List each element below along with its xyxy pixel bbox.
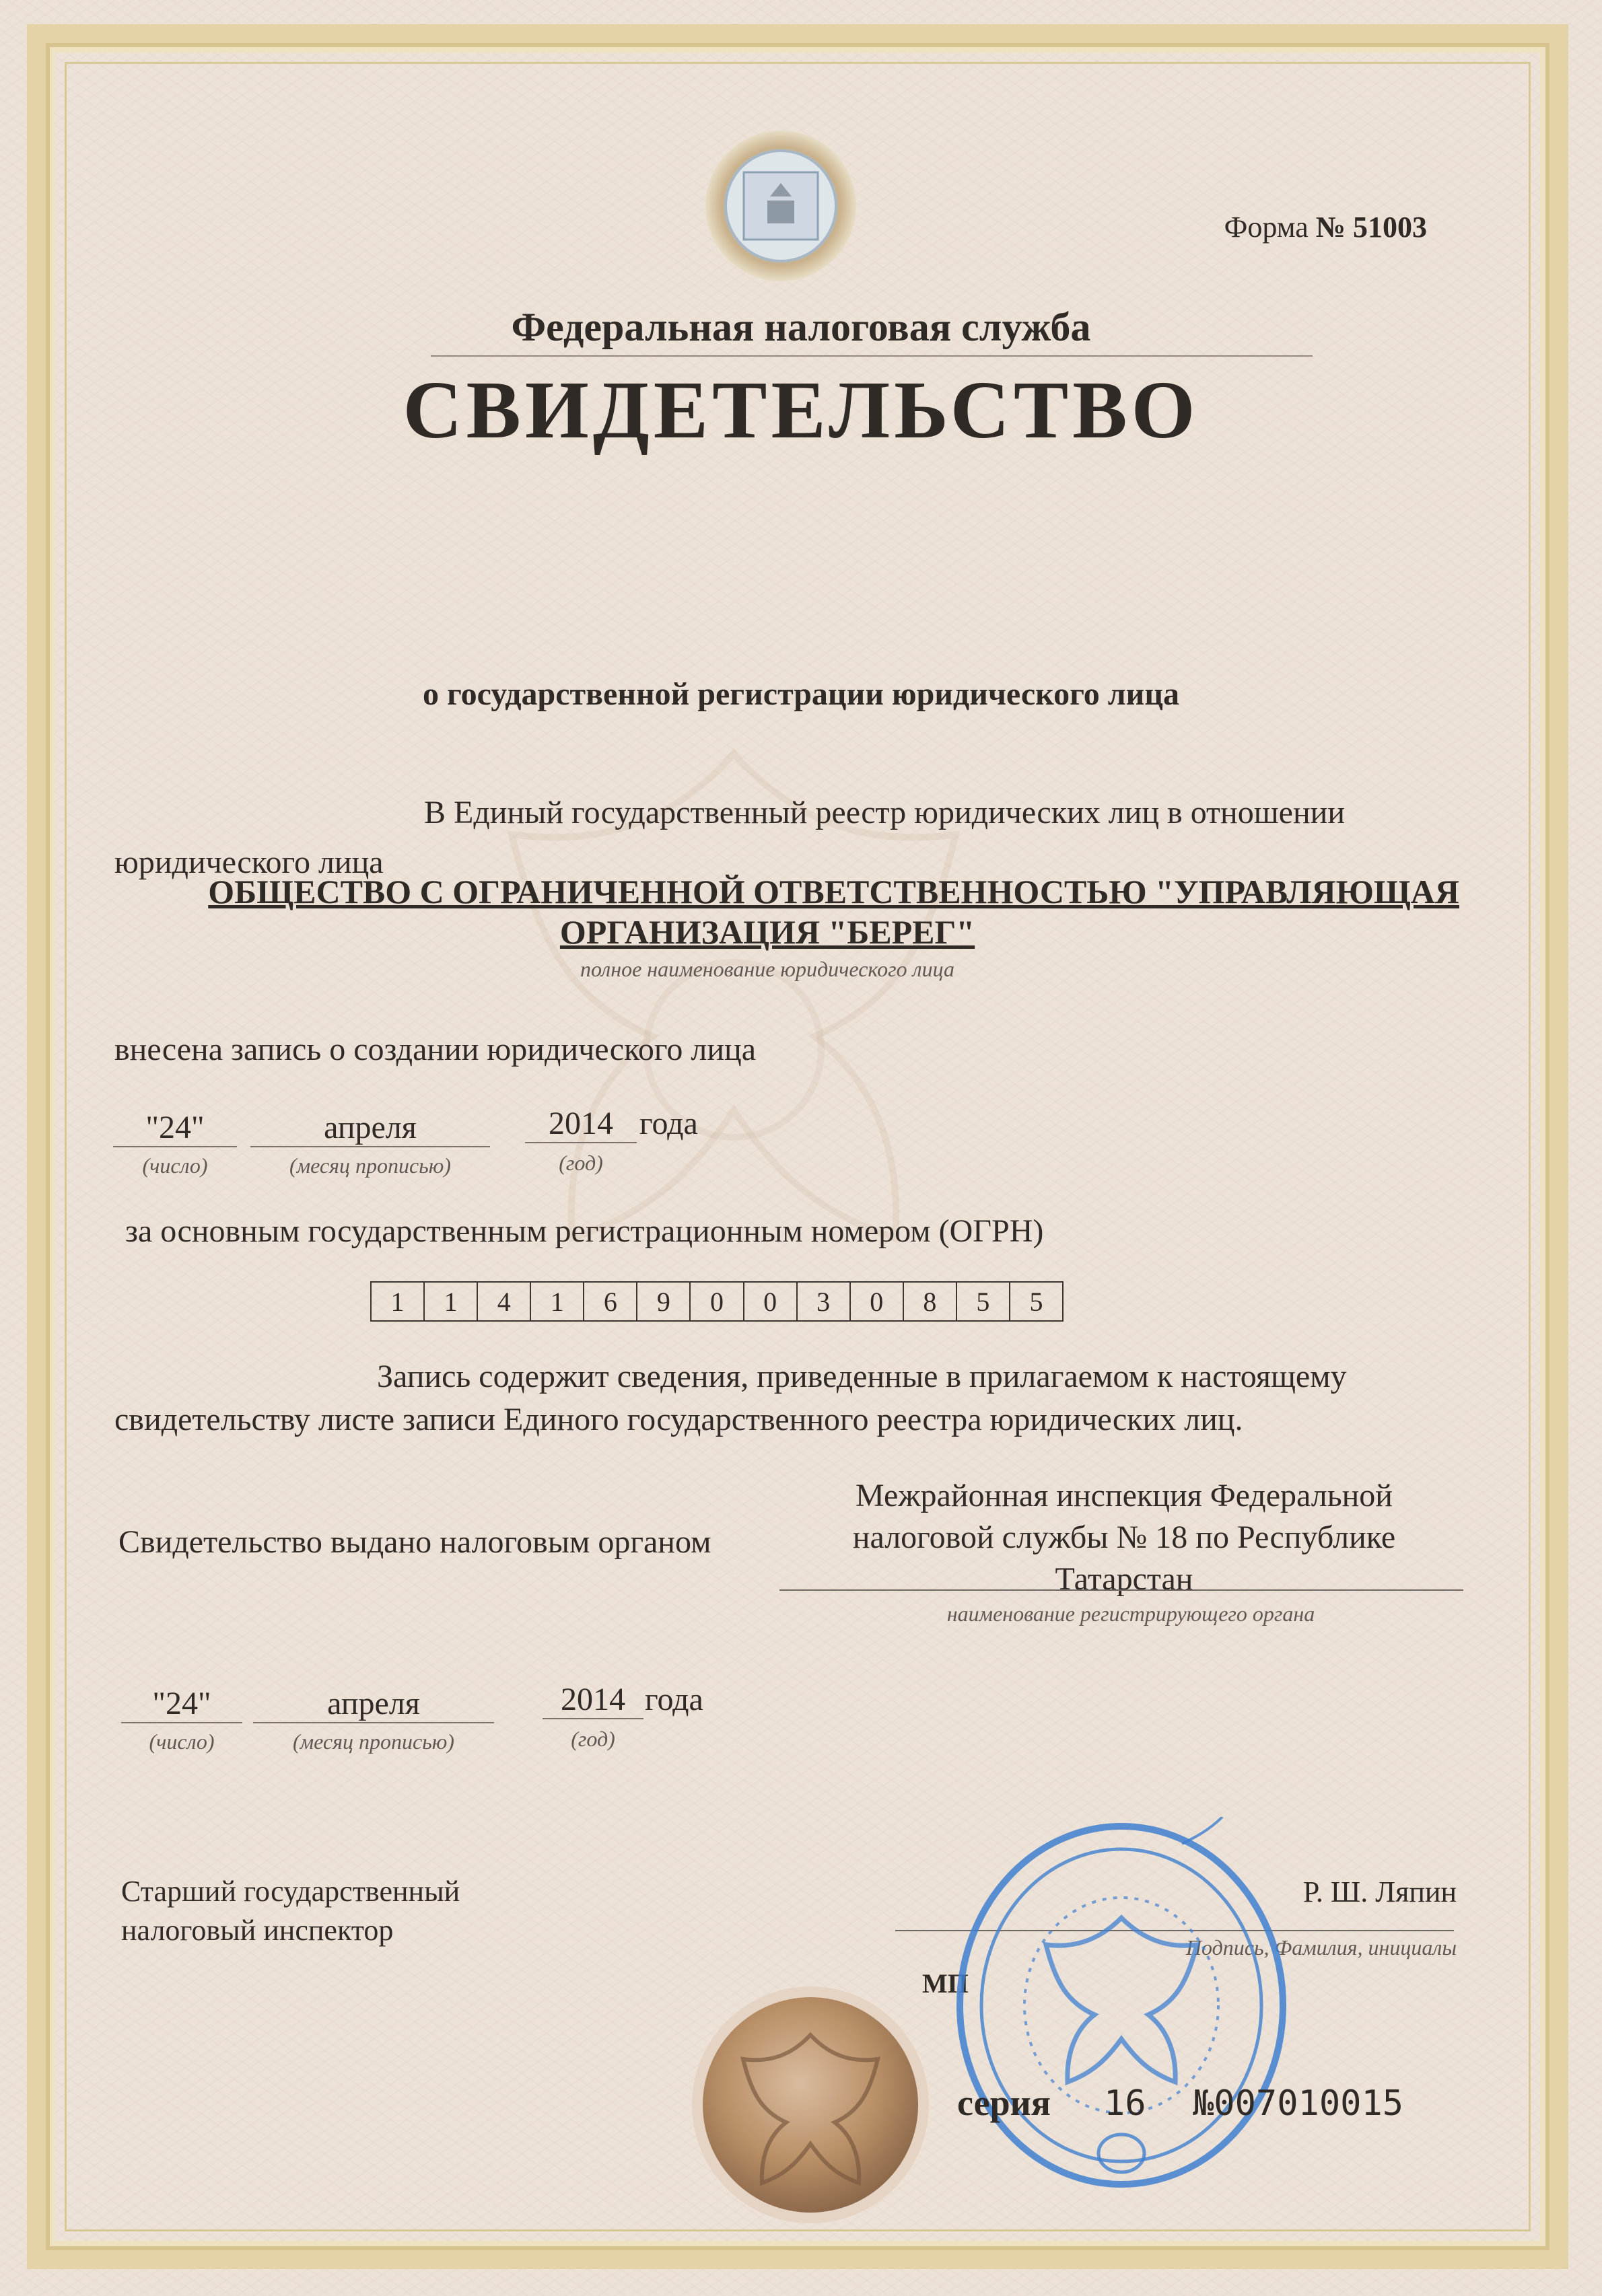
blue-stamp-icon: [946, 1817, 1296, 2194]
inspector-title: [121, 1872, 660, 1950]
intro-line-1: В Единый государственный реестр юридических лиц в отношении: [424, 795, 1346, 830]
certificate-subtitle: о государственной регистрации юридического лица: [423, 676, 1179, 712]
ogrn-digit: 5: [957, 1283, 1010, 1320]
created-day: "24": [113, 1109, 237, 1147]
page-title: СВИДЕТЕЛЬСТВО: [403, 365, 1199, 456]
series-number: 16: [1104, 2083, 1146, 2124]
issuer-line-3: Татарстан: [1055, 1561, 1193, 1597]
signer-name: Р. Ш. Ляпин: [1302, 1875, 1457, 1908]
hologram-emblem-icon: [700, 125, 862, 287]
issued-year: 2014: [543, 1681, 643, 1719]
ogrn-digit: 8: [904, 1283, 957, 1320]
ogrn-digit: 1: [372, 1283, 425, 1320]
ogrn-label: за основным государственным регистрационным номером (ОГРН): [125, 1213, 1044, 1249]
ogrn-digit: 1: [531, 1283, 584, 1320]
ogrn-digit: 0: [691, 1283, 744, 1320]
issuer-line-2: налоговой службы № 18 по Республике: [852, 1519, 1396, 1555]
record-text: внесена запись о создании юридического лица: [114, 1032, 757, 1067]
mp-label: МП: [922, 1968, 969, 1999]
created-month-caption: (месяц прописью): [289, 1153, 451, 1178]
ogrn-digit: 0: [744, 1283, 798, 1320]
ogrn-number-grid: [370, 1281, 1064, 1322]
ogrn-digit: 6: [584, 1283, 637, 1320]
ogrn-digit: 5: [1029, 1286, 1043, 1317]
created-year-suffix: года: [639, 1106, 698, 1141]
series-label: серия: [957, 2083, 1051, 2123]
issued-day-caption: (число): [149, 1729, 215, 1754]
header-divider: [431, 355, 1313, 357]
entity-caption: полное наименование юридического лица: [580, 957, 954, 981]
entity-name-line-2: ОРГАНИЗАЦИЯ "БЕРЕГ": [559, 913, 975, 951]
gold-seal-icon: [689, 1984, 932, 2226]
form-number-value: № 51003: [1315, 211, 1427, 244]
created-month: апреля: [250, 1109, 490, 1147]
record-contains-line-2: свидетельству листе записи Единого государственного реестра юридических лиц.: [114, 1402, 1243, 1437]
issued-month: апреля: [253, 1685, 494, 1723]
issued-year-caption: (год): [571, 1727, 615, 1751]
issued-by-label: Свидетельство выдано налоговым органом: [118, 1524, 711, 1560]
issuer-underline: [779, 1589, 1463, 1591]
document-number: №007010015: [1193, 2083, 1404, 2124]
issuer-caption: наименование регистрирующего органа: [946, 1602, 1315, 1626]
entity-name-line-1: ОБЩЕСТВО С ОГРАНИЧЕННОЙ ОТВЕТСТВЕННОСТЬЮ "УПРАВЛЯЮЩАЯ: [208, 873, 1459, 910]
ogrn-digit: 4: [478, 1283, 531, 1320]
inspector-line-1: Старший государственный: [121, 1875, 460, 1908]
ogrn-digit: 1: [425, 1283, 478, 1320]
created-year-caption: (год): [559, 1151, 603, 1175]
issued-day: "24": [121, 1685, 242, 1723]
issuer-name: [794, 1475, 1454, 1600]
inspector-line-2: налоговый инспектор: [121, 1914, 394, 1947]
issued-year-suffix: года: [645, 1682, 703, 1717]
record-contains-line-1: Запись содержит сведения, приведенные в прилагаемом к настоящему: [377, 1359, 1347, 1394]
intro-line-2: юридического лица: [114, 845, 384, 880]
created-day-caption: (число): [142, 1153, 208, 1178]
signer-caption: Подпись, Фамилия, инициалы: [1185, 1935, 1457, 1960]
created-year: 2014: [525, 1105, 637, 1143]
ogrn-digit: 9: [637, 1283, 691, 1320]
ogrn-digit: 3: [798, 1283, 851, 1320]
form-label: Форма: [1224, 211, 1309, 244]
issuer-line-1: Межрайонная инспекция Федеральной: [856, 1478, 1393, 1513]
service-name: Федеральная налоговая служба: [511, 305, 1091, 349]
issued-month-caption: (месяц прописью): [293, 1729, 454, 1754]
ogrn-digit: 0: [851, 1283, 904, 1320]
form-number: [1037, 210, 1427, 244]
